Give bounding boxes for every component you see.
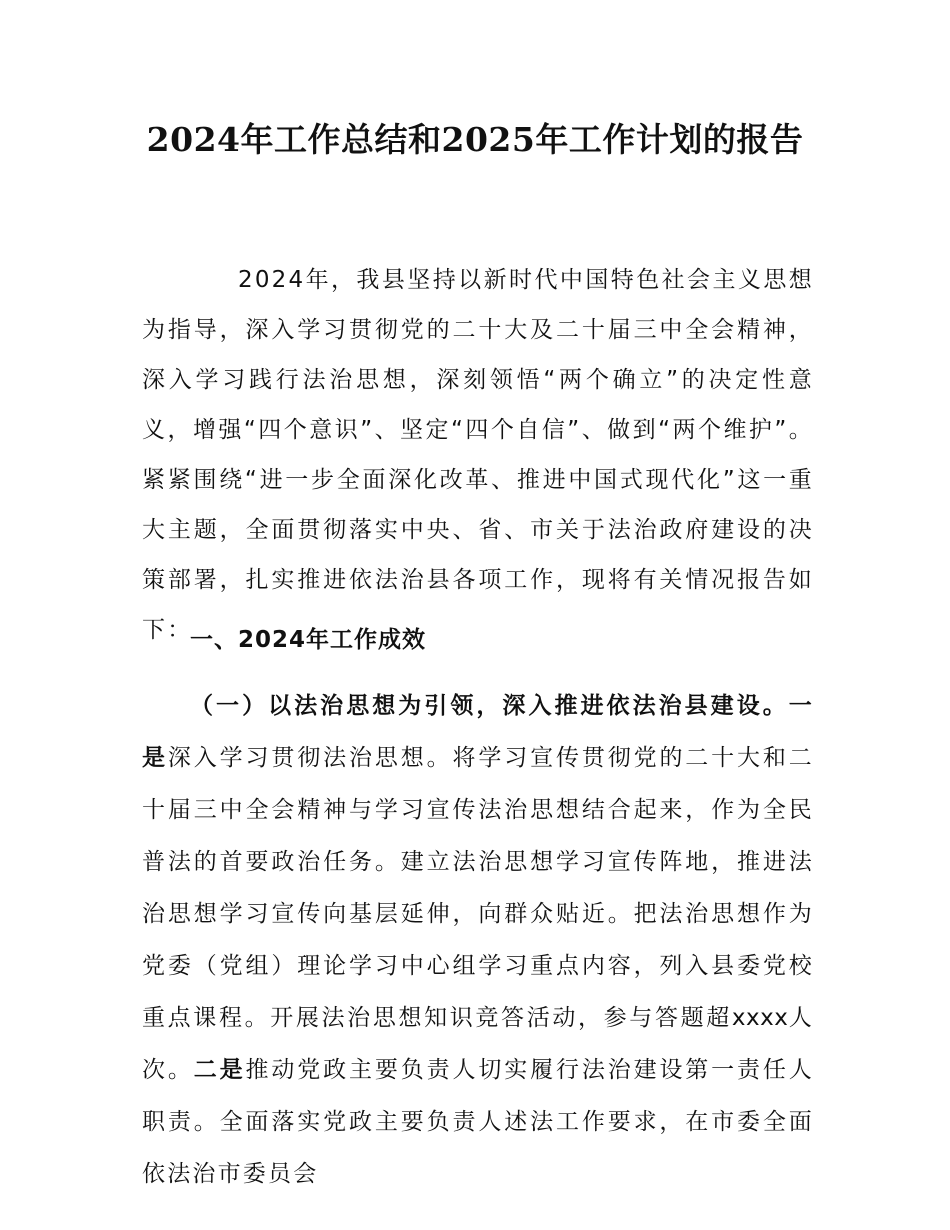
paragraph-lead: （一）以法治思想为引领，深入推进依法治县建设。一是 — [142, 693, 814, 771]
paragraph-text: 人次。 — [142, 1005, 814, 1083]
document-title: 2024年工作总结和2025年工作计划的报告 — [146, 120, 804, 159]
paragraph-point-label: 二是 — [193, 1057, 246, 1083]
section-paragraph — [142, 680, 814, 1200]
intro-paragraph: 2024年，我县坚持以新时代中国特色社会主义思想为指导，深入学习贯彻党的二十大及二十届三中全会精神，深入学习践行法治思想，深刻领悟“两个确立”的决定性意义，增强“四个意识”、坚定“四个自信”、做到“两个维护”。紧紧围绕“进一步全面深化改革、推进中国式现代化”这一重大主题，全面贯彻落实中央、省、市关于法治政府建设的决策部署，扎实推进依法治县各项工作，现将有关情况报告如下： — [142, 267, 814, 643]
paragraph-text: 推动党政主要负责人切实履行法治建设第一责任人职责。全面落实党政主要负责人述法工作要求，在市委全面依法治市委员会 — [142, 1057, 814, 1187]
participant-count: xxxx — [731, 1005, 789, 1031]
paragraph-text: 深入学习贯彻法治思想。将学习宣传贯彻党的二十大和二十届三中全会精神与学习宣传法治思想结合起来，作为全民普法的首要政治任务。建立法治思想学习宣传阵地，推进法治思想学习宣传向基层延伸，向群众贴近。把法治思想作为党委（党组）理论学习中心组学习重点内容，列入县委党校重点课程。开展法治思想知识竞答活动，参与答题超 — [142, 745, 814, 1031]
section-heading: 一、2024年工作成效 — [190, 627, 427, 653]
